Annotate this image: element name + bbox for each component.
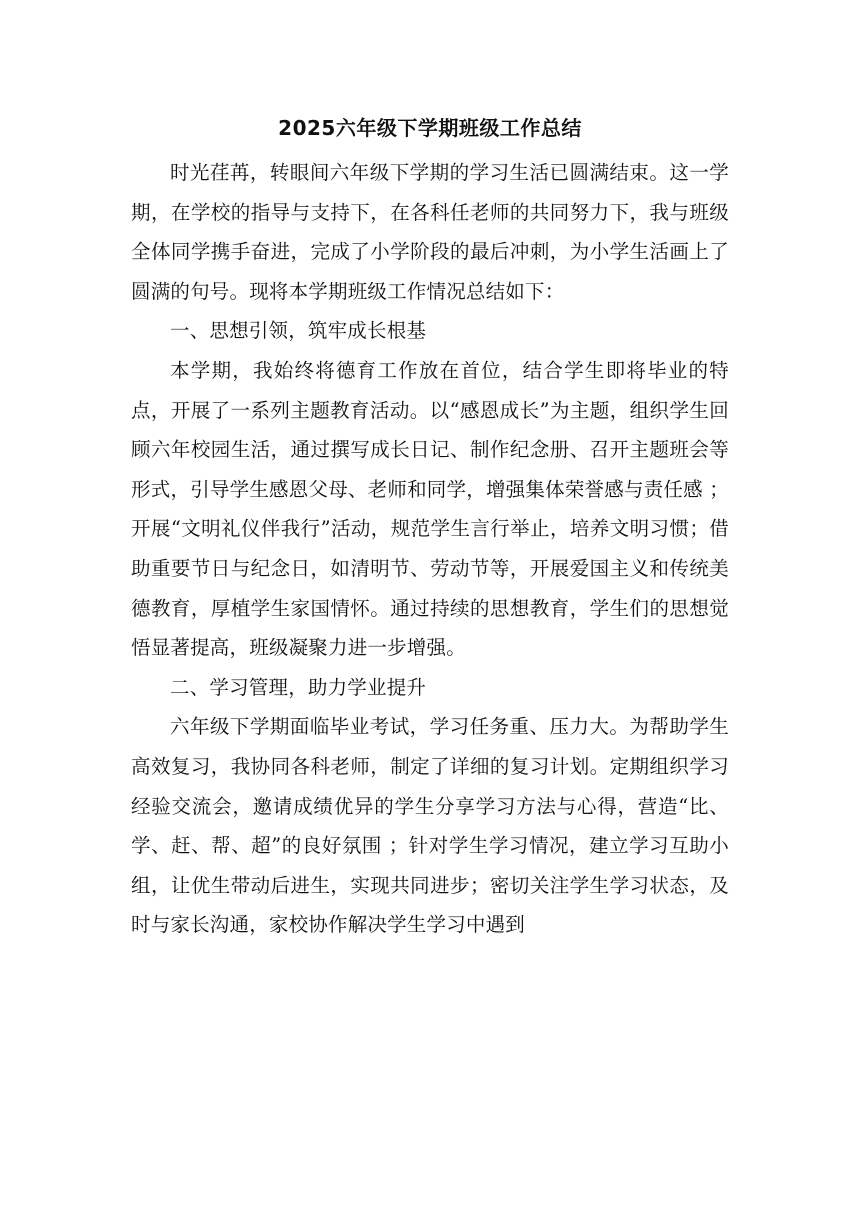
document-title: 2025六年级下学期班级工作总结 [278,116,582,140]
section-paragraph-1: 本学期，我始终将德育工作放在首位，结合学生即将毕业的特点，开展了一系列主题教育活动。以“感恩成长”为主题，组织学生回顾六年校园生活，通过撰写成长日记、制作纪念册、召开主题班会等形式，引导学生感恩父母、老师和同学，增强集体荣誉感与责任感 ；开展“文明礼仪伴我行”活动，规范学生言行举止，培养文明习惯；借助重要节日与纪念日，如清明节、劳动节等，开展爱国主义和传统美德教育，厚植学生家国情怀。通过持续的思想教育，学生们的思想觉悟显著提高，班级凝聚力进一步增强。 [131,358,729,660]
document-body [131,153,729,945]
section-paragraph-2: 六年级下学期面临毕业考试，学习任务重、压力大。为帮助学生高效复习，我协同各科老师，制定了详细的复习计划。定期组织学习经验交流会，邀请成绩优异的学生分享学习方法与心得，营造“比、学、赶、帮、超”的良好氛围 ；针对学生学习情况，建立学习互助小组，让优生带动后进生，实现共同进步；密切关注学生学习状态，及时与家长沟通，家校协作解决学生学习中遇到 [131,715,729,937]
intro-paragraph: 时光荏苒，转眼间六年级下学期的学习生活已圆满结束。这一学期，在学校的指导与支持下，在各科任老师的共同努力下，我与班级全体同学携手奋进，完成了小学阶段的最后冲刺，为小学生活画上了圆满的句号。现将本学期班级工作情况总结如下： [131,161,729,303]
section-heading-2: 二、学习管理，助力学业提升 [170,675,427,699]
section-heading-1: 一、思想引领，筑牢成长根基 [170,319,427,343]
